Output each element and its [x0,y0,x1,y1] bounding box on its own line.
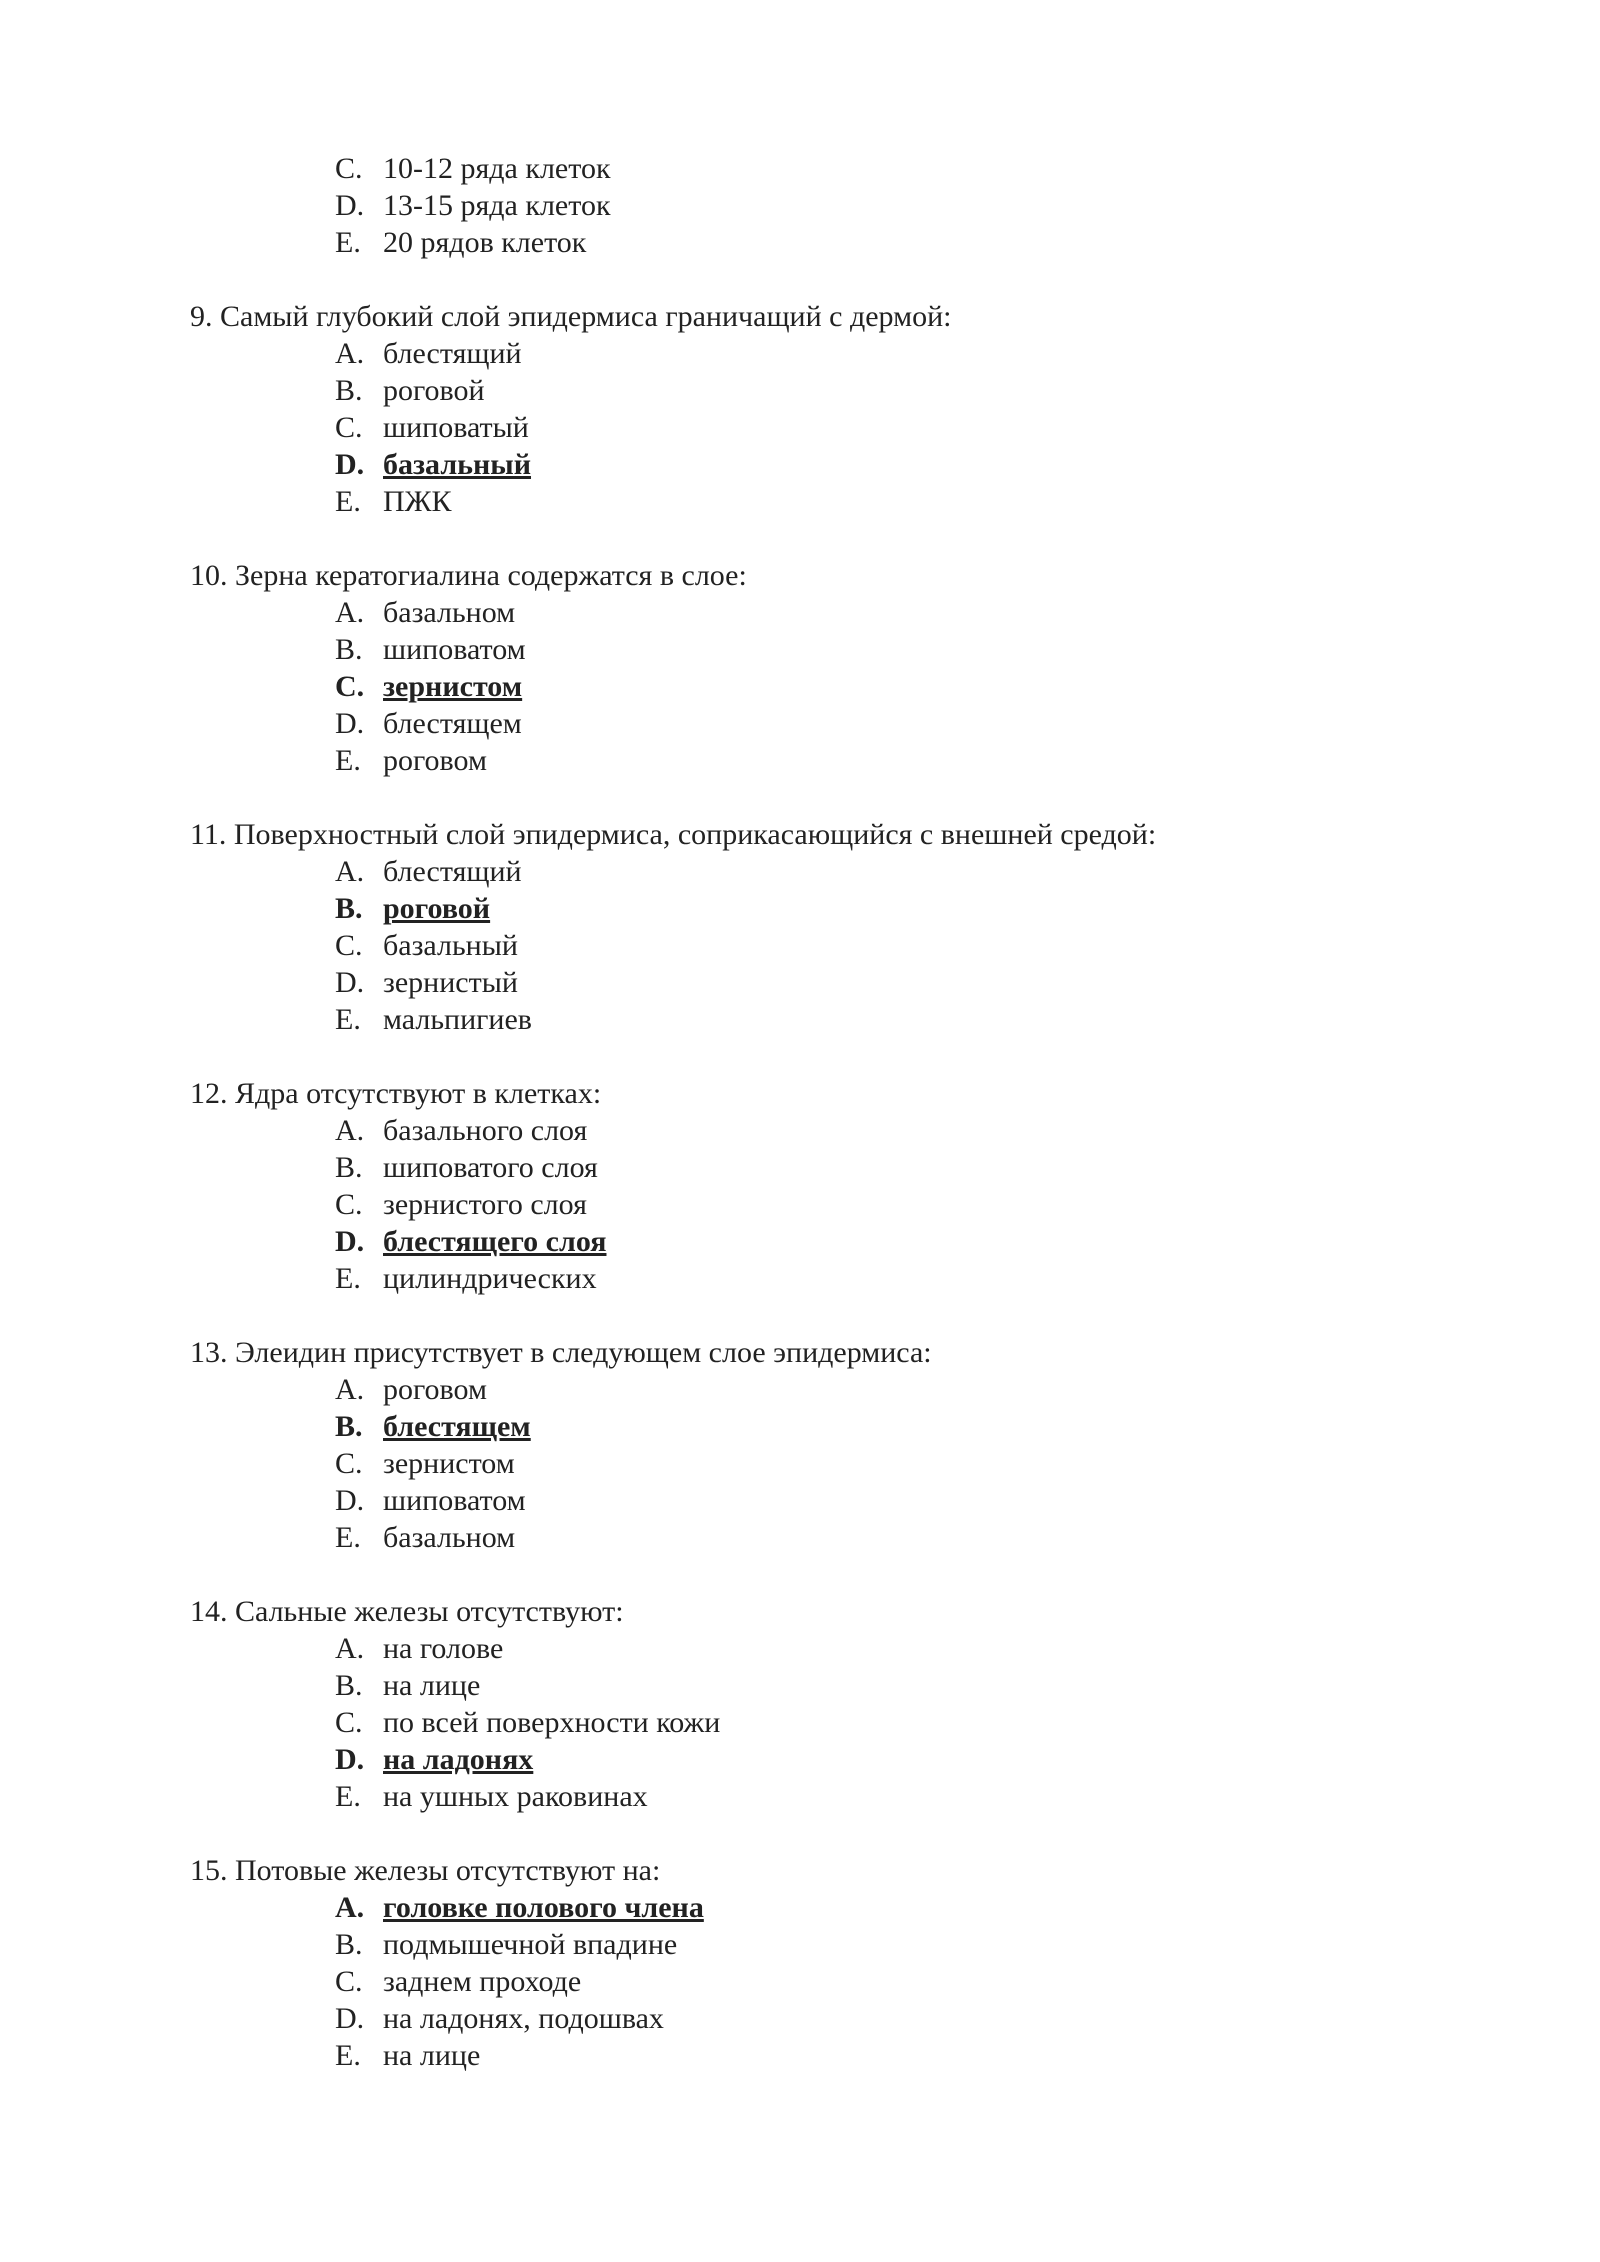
option-letter: E. [335,1521,361,1554]
option [335,224,1490,261]
option-letter: A. [335,1373,365,1406]
option [335,1371,1490,1408]
option-letter: C. [335,1447,363,1480]
option [335,1112,1490,1149]
option-text: роговой [383,892,491,925]
option [335,1149,1490,1186]
option-text: шиповатый [383,411,529,444]
option-text: на ушных раковинах [383,1780,648,1813]
option [335,1186,1490,1223]
option-letter: B. [335,892,363,925]
correct-option [335,1889,1490,1926]
option-text: заднем проходе [383,1965,582,1998]
question-block [190,298,1490,520]
option [335,927,1490,964]
option-text: блестящий [383,855,522,888]
option-letter: A. [335,855,365,888]
option-letter: C. [335,1706,363,1739]
option-text: шиповатом [383,1484,526,1517]
option-text: блестящий [383,337,522,370]
option [335,1963,1490,2000]
option-text: роговом [383,1373,487,1406]
option-letter: C. [335,670,365,703]
option [335,372,1490,409]
option-letter: E. [335,1003,361,1036]
option-text: базальном [383,1521,516,1554]
option-letter: B. [335,1928,363,1961]
option-letter: B. [335,1669,363,1702]
question-block [190,1593,1490,1815]
option-text: блестящем [383,707,522,740]
question-text: 13. Элеидин присутствует в следующем слое эпидермиса: [190,1336,932,1369]
option [335,631,1490,668]
answer-options [190,853,1490,1038]
option [335,335,1490,372]
spacer [190,1556,1490,1593]
spacer [190,261,1490,298]
option [335,1001,1490,1038]
option-text: базальном [383,596,516,629]
option [335,1778,1490,1815]
document-content [190,150,1490,2074]
option-letter: B. [335,1151,363,1184]
option-text: по всей поверхности кожи [383,1706,721,1739]
option-text: головке полового члена [383,1891,704,1924]
option-text: блестящем [383,1410,531,1443]
option [335,705,1490,742]
question-text: 10. Зерна кератогиалина содержатся в слое: [190,559,747,592]
option-letter: C. [335,411,363,444]
option-text: ПЖК [383,485,452,518]
option-letter: D. [335,1484,365,1517]
option-text: базальный [383,448,532,481]
continuation-options [190,150,1490,261]
correct-option [335,668,1490,705]
option [335,150,1490,187]
option [335,483,1490,520]
option [335,1260,1490,1297]
option-letter: A. [335,337,365,370]
option-letter: A. [335,1632,365,1665]
option-text: блестящего слоя [383,1225,607,1258]
correct-option [335,1741,1490,1778]
option [335,1704,1490,1741]
answer-options [190,594,1490,779]
option-letter: E. [335,226,361,259]
option [335,1519,1490,1556]
option-text: зернистого слоя [383,1188,587,1221]
option-letter: D. [335,1743,365,1776]
question-text: 15. Потовые железы отсутствуют на: [190,1854,661,1887]
option-letter: B. [335,633,363,666]
option-letter: D. [335,1225,365,1258]
option-letter: D. [335,448,365,481]
option-text: роговой [383,374,485,407]
option [335,187,1490,224]
option [335,853,1490,890]
option-letter: D. [335,707,365,740]
option [335,1482,1490,1519]
option-letter: A. [335,1114,365,1147]
option-text: на лице [383,1669,481,1702]
option-letter: C. [335,1965,363,1998]
question-text: 9. Самый глубокий слой эпидермиса граничащий с дермой: [190,300,952,333]
answer-options [190,1112,1490,1297]
option-text: базального слоя [383,1114,588,1147]
option [335,1667,1490,1704]
question-list [190,261,1490,2074]
option-text: шиповатом [383,633,526,666]
option-letter: A. [335,1891,365,1924]
option [335,594,1490,631]
correct-option [335,446,1490,483]
option-text: цилиндрических [383,1262,597,1295]
answer-options [190,1630,1490,1815]
option-text: 20 рядов клеток [383,226,587,259]
question-block [190,816,1490,1038]
option-letter: D. [335,189,365,222]
option-text: роговом [383,744,487,777]
answer-options [190,335,1490,520]
spacer [190,1038,1490,1075]
option-letter: B. [335,374,363,407]
correct-option [335,890,1490,927]
correct-option [335,1223,1490,1260]
option-text: базальный [383,929,518,962]
option [335,742,1490,779]
spacer [190,779,1490,816]
question-text: 12. Ядра отсутствуют в клетках: [190,1077,602,1110]
option [335,1630,1490,1667]
answer-options [190,1889,1490,2074]
question-text: 11. Поверхностный слой эпидермиса, соприкасающийся с внешней средой: [190,818,1157,851]
option-text: на голове [383,1632,504,1665]
answer-options [190,1371,1490,1556]
option [335,1445,1490,1482]
option [335,409,1490,446]
question-block [190,1852,1490,2074]
option-text: зернистом [383,1447,515,1480]
option-text: на ладонях, подошвах [383,2002,664,2035]
option-letter: B. [335,1410,363,1443]
option-text: подмышечной впадине [383,1928,678,1961]
correct-option [335,1408,1490,1445]
spacer [190,520,1490,557]
option [335,2037,1490,2074]
option-text: на лице [383,2039,481,2072]
option-text: 13-15 ряда клеток [383,189,611,222]
question-block [190,1075,1490,1297]
option-text: 10-12 ряда клеток [383,152,611,185]
question-text: 14. Сальные железы отсутствуют: [190,1595,624,1628]
option-text: зернистый [383,966,518,999]
question-block [190,557,1490,779]
spacer [190,1297,1490,1334]
option [335,1926,1490,1963]
option-text: на ладонях [383,1743,534,1776]
option-letter: C. [335,929,363,962]
option-letter: E. [335,1780,361,1813]
option-letter: D. [335,2002,365,2035]
option-letter: A. [335,596,365,629]
option [335,964,1490,1001]
option-text: зернистом [383,670,523,703]
question-block [190,1334,1490,1556]
option-letter: E. [335,485,361,518]
option-letter: C. [335,1188,363,1221]
option [335,2000,1490,2037]
option-text: шиповатого слоя [383,1151,598,1184]
option-letter: E. [335,1262,361,1295]
option-letter: E. [335,2039,361,2072]
option-letter: C. [335,152,363,185]
option-letter: D. [335,966,365,999]
option-letter: E. [335,744,361,777]
option-text: мальпигиев [383,1003,532,1036]
spacer [190,1815,1490,1852]
